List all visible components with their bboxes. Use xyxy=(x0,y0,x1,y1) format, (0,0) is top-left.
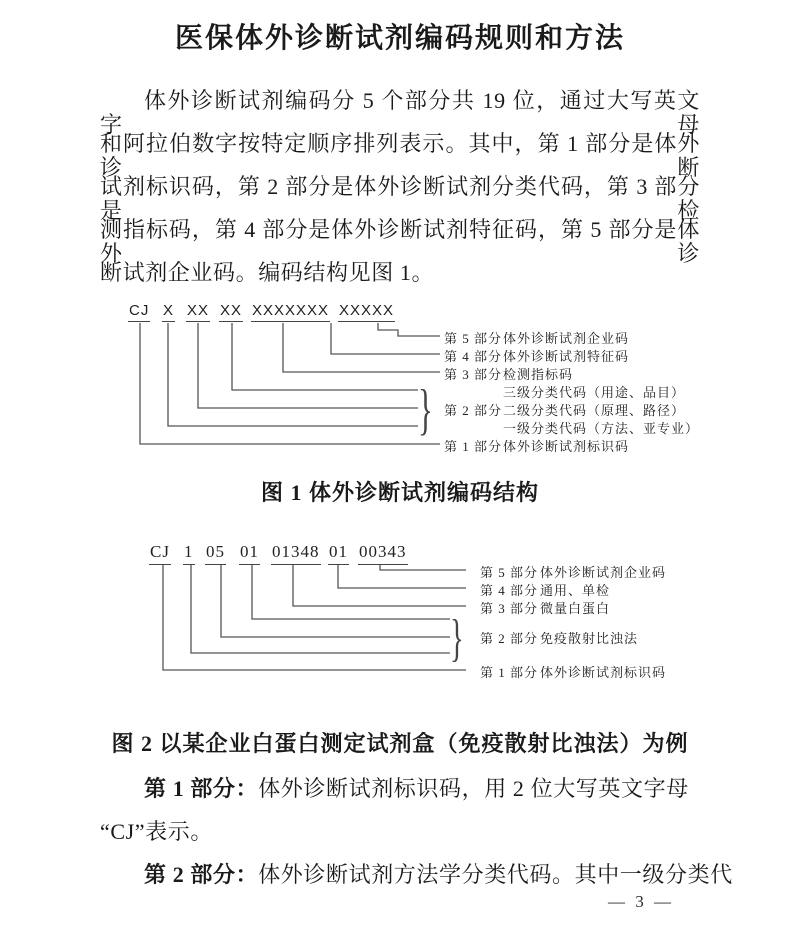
fig1-level3-spacer xyxy=(444,382,503,401)
intro-line-4: 测指标码，第 4 部分是体外诊断试剂特征码，第 5 部分是体外诊 xyxy=(100,217,700,266)
intro-line-1: 体外诊断试剂编码分 5 个部分共 19 位，通过大写英文字母 xyxy=(100,88,700,137)
fig1-part1-name: 第 1 部分 xyxy=(444,439,503,454)
fig2-part2-desc: 免疫散射比浊法 xyxy=(540,631,639,646)
fig1-label-part3 xyxy=(444,364,573,383)
fig1-level1-spacer xyxy=(444,418,503,437)
part1-lead: 第 1 部分： xyxy=(144,776,259,801)
fig2-part5-desc: 体外诊断试剂企业码 xyxy=(540,565,667,580)
figure2-diagram xyxy=(0,540,800,700)
fig1-part2-name: 第 2 部分 xyxy=(444,403,503,418)
fig2-code-segment-1: CJ xyxy=(149,542,171,565)
fig1-label-part1 xyxy=(444,436,629,455)
fig2-code-segment-5: 01348 xyxy=(271,542,321,565)
fig2-part1-name: 第 1 部分 xyxy=(480,665,539,680)
fig2-part5-name: 第 5 部分 xyxy=(480,565,539,580)
fig2-part2-name: 第 2 部分 xyxy=(480,631,539,646)
fig1-code-segment-3: XX xyxy=(186,302,210,322)
fig2-label-part4 xyxy=(480,580,610,599)
intro-line-5: 断试剂企业码。编码结构见图 1。 xyxy=(100,260,435,285)
part1-line-1 xyxy=(100,777,700,801)
fig1-part5-desc: 体外诊断试剂企业码 xyxy=(503,331,630,346)
fig1-brace: } xyxy=(418,379,433,441)
fig1-label-part2 xyxy=(444,400,685,419)
figure1-caption: 图 1 体外诊断试剂编码结构 xyxy=(260,480,539,505)
fig2-part3-desc: 微量白蛋白 xyxy=(540,601,611,616)
intro-line-2: 和阿拉伯数字按特定顺序排列表示。其中，第 1 部分是体外诊断 xyxy=(100,131,700,180)
fig2-part3-name: 第 3 部分 xyxy=(480,601,539,616)
fig1-label-part5 xyxy=(444,328,629,347)
fig2-label-part1 xyxy=(480,662,666,681)
fig1-label-part4 xyxy=(444,346,629,365)
fig1-level1-desc: 一级分类代码（方法、亚专业） xyxy=(503,421,700,436)
fig2-code-segment-7: 00343 xyxy=(358,542,408,565)
part2-line-1 xyxy=(100,862,733,887)
figure1-diagram xyxy=(0,300,800,460)
fig2-label-part3 xyxy=(480,598,610,617)
fig1-part5-name: 第 5 部分 xyxy=(444,331,503,346)
fig2-code-segment-6: 01 xyxy=(328,542,349,565)
fig2-brace: } xyxy=(450,610,464,667)
fig2-part4-name: 第 4 部分 xyxy=(480,583,539,598)
part2-rest: 体外诊断试剂方法学分类代码。其中一级分类代 xyxy=(258,862,733,887)
fig1-level3-desc: 三级分类代码（用途、品目） xyxy=(503,385,686,400)
fig2-part4-desc: 通用、单检 xyxy=(540,583,611,598)
part2-lead: 第 2 部分： xyxy=(144,862,259,887)
fig1-label-level3 xyxy=(444,382,685,401)
part1-rest: 体外诊断试剂标识码，用 2 位大写英文字母 xyxy=(258,776,689,801)
fig1-label-level1 xyxy=(444,418,699,437)
fig2-part1-desc: 体外诊断试剂标识码 xyxy=(540,665,667,680)
fig1-part2-desc: 二级分类代码（原理、路径） xyxy=(503,403,686,418)
fig1-part1-desc: 体外诊断试剂标识码 xyxy=(503,439,630,454)
fig2-label-part5 xyxy=(480,562,666,581)
fig2-code-segment-2: 1 xyxy=(183,542,195,565)
fig1-code-segment-2: X xyxy=(162,302,175,322)
fig1-part3-name: 第 3 部分 xyxy=(444,367,503,382)
figure2-caption: 图 2 以某企业白蛋白测定试剂盒（免疫散射比浊法）为例 xyxy=(111,731,689,756)
fig1-code-segment-5: XXXXX xyxy=(251,302,308,322)
fig1-part4-name: 第 4 部分 xyxy=(444,349,503,364)
fig1-part3-desc: 检测指标码 xyxy=(503,367,574,382)
fig2-label-part2 xyxy=(480,628,638,647)
fig1-code-segment-1: CJ xyxy=(128,302,150,322)
page-number: — 3 — xyxy=(608,892,674,911)
fig2-code-segment-4: 01 xyxy=(239,542,260,565)
part1-line-2: “CJ”表示。 xyxy=(100,819,213,844)
fig1-code-segment-7: XXXXX xyxy=(338,302,395,322)
fig1-code-segment-6: XX xyxy=(306,302,330,322)
page-title: 医保体外诊断试剂编码规则和方法 xyxy=(174,23,625,54)
fig1-code-segment-4: XX xyxy=(219,302,243,322)
intro-line-3: 试剂标识码，第 2 部分是体外诊断试剂分类代码，第 3 部分是检 xyxy=(100,174,700,223)
fig2-code-segment-3: 05 xyxy=(205,542,226,565)
fig1-part4-desc: 体外诊断试剂特征码 xyxy=(503,349,630,364)
